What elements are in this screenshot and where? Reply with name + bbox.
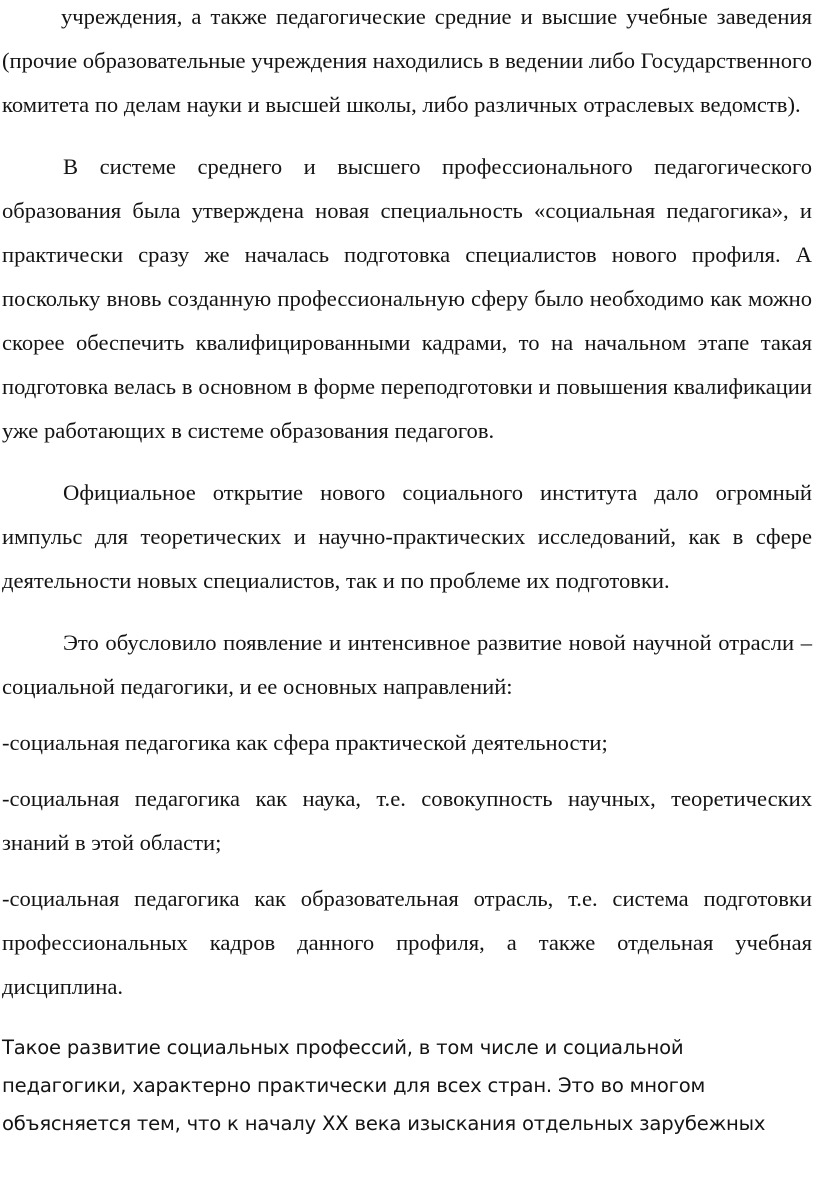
closing-paragraph — [0, 1029, 816, 1143]
closing-line: Такое развитие социальных профессий, в том числе и социальной — [2, 1036, 684, 1059]
paragraph-continuation: учреждения, а также педагогические средние и высшие учебные заведения (прочие образовательные учреждения находились в ведении либо Государственного комитета по делам науки и высшей школы, либо различных отраслевых ведомств). — [2, 4, 812, 117]
list-item-science: -социальная педагогика как наука, т.е. совокупность научных, теоретических знаний в этой области; — [2, 786, 812, 855]
paragraph-specialty: В системе среднего и высшего профессионального педагогического образования была утверждена новая специальность «социальная педагогика», и практически сразу же началась подготовка специалистов нового профиля. А поскольку вновь созданную профессиональную сферу было необходимо как можно скорее обеспечить квалифицированными кадрами, то на начальном этапе такая подготовка велась в основном в форме переподготовки и повышения квалификации уже работающих в системе образования педагогов. — [2, 154, 812, 443]
list-item-education: -социальная педагогика как образовательная отрасль, т.е. система подготовки профессиональных кадров данного профиля, а также отдельная учебная дисциплина. — [2, 886, 812, 999]
closing-line: педагогики, характерно практически для всех стран. Это во многом — [2, 1074, 706, 1097]
list-item-practice: -социальная педагогика как сфера практической деятельности; — [2, 730, 608, 755]
closing-line: объясняется тем, что к началу XX века изыскания отдельных зарубежных — [2, 1112, 766, 1135]
paragraph-institute: Официальное открытие нового социального института дало огромный импульс для теоретических и научно-практических исследований, как в сфере деятельности новых специалистов, так и по проблеме их подготовки. — [2, 480, 812, 593]
paragraph-new-branch: Это обусловило появление и интенсивное развитие новой научной отрасли – социальной педагогики, и ее основных направлений: — [2, 630, 812, 699]
